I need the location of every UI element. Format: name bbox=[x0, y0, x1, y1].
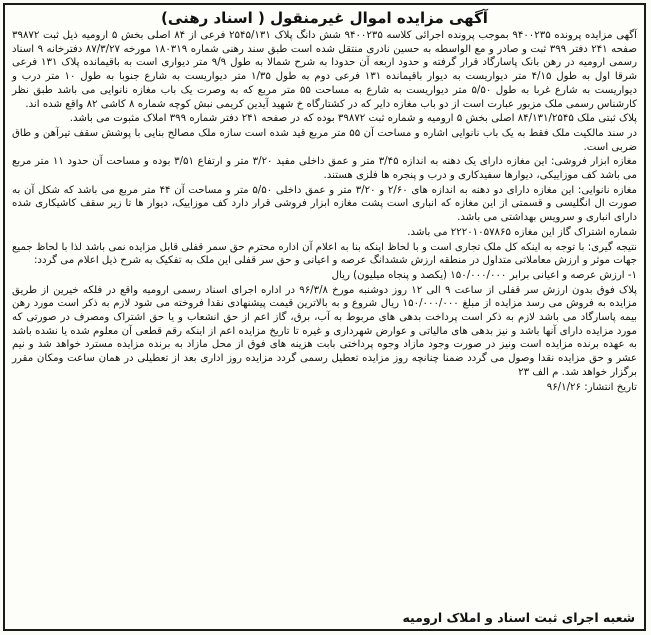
notice-paragraph-conclusion: نتیجه گیری: با توجه به اینکه کل ملک تجاری است و با لحاظ اینکه بنا به اعلام آن اداره محترم حق سمر قفلی قابل مزایده نمی باشد لذا با لحاظ جمیع جهات موثر و ارزش معاملاتی متداول در منطقه ارزش ششدانگ عرصه و اعیانی و حق سر قفلی این ملک به تفکیک به شرح ذیل اعلام می گردد: bbox=[12, 241, 637, 267]
notice-paragraph-deed: در سند مالکیت ملک فقط به یک باب نانوایی اشاره و مساحت آن ۵۵ متر مربع قید شده است سازه ملک مصالح بنایی با پوشش سقف تیرآهن و طاق ضربی است. bbox=[12, 127, 637, 153]
notice-paragraph-gas: شماره اشتراک گاز این مغازه ۲۲۲۰۱۰۵۷۸۶۵ می باشد. bbox=[407, 226, 637, 238]
notice-paragraph-bakery: مغازه نانوایی: این مغازه دارای دو دهنه به اندازه های ۲/۶۰ و ۳/۲۰ متر و عمق داخلی ۵/۵۰ متر و مساحت آن ۴۴ متر مربع می باشد که شکل آن به صورت ال انگلیسی و قسمتی از این مغازه که انباری است پشت مغازه ابزار فروشی قرار دارد کف موزاییک، دیوار ها تا زیر سقف کاشیکاری شده دارای انباری و سرویس بهداشتی می باشد. bbox=[12, 184, 637, 224]
notice-paragraph-tool-shop: مغازه ابزار فروشی: این مغازه دارای یک دهنه به اندازه ۳/۴۵ متر و عمق داخلی مفید ۳/۲۰ متر و ارتفاع ۳/۵۱ بوده و مساحت آن حدود ۱۱ متر مربع می باشد کف موزاییکی، دیوارها سفیدکاری و درب و پنجره ها فلزی هستند. bbox=[12, 156, 637, 182]
notice-title: آگهی مزایده اموال غیرمنقول ( اسناد رهنی) bbox=[161, 9, 488, 27]
notice-paragraph-intro: آگهی مزایده پرونده ۹۴۰۰۲۳۵ بموجب پرونده اجرائی کلاسه ۹۴۰۰۲۳۵ شش دانگ پلاک ۲۵۴۵/۱۳۱ فرعی از ۸۴ اصلی بخش ۵ ارومیه ذیل ثبت ۳۹۸۷۲ صفحه ۲۴۱ دفتر ۳۹۹ ثبت و صادر و مع الواسطه به حسین نادری منتقل شده است طبق سند رهنی شماره ۱۸۰۳۱۹ مورخه ۸۷/۳/۲۷ دفترخانه ۹ اسناد رسمی ارومیه در رهن بانک پاسارگاد قرار گرفته و حدود اربعه آن حدودا به شرح شمالا به طول ۹/۹ متر دیواری است به باقیمانده پلاک ۱۳۱ فرعی شرقا اول به طول ۴/۱۵ متر دیواریست به دیوار باقیمانده ۱۳۱ فرعی دوم به طول ۱/۳۵ متر دیواریست به شارع جنوبا به طول ۱۰ متر درب و دیواریست به شارع غربا به طول ۵/۵۰ متر دیواریست به شارع به مساحت ۵۵ متر مربع که به وصرت یک باب مغازه نانوایی می باشد طبق نظر کارشناس رسمی ملک مزبور عبارت است از دو باب مغازه دایر که در کشتارگاه خ شهید آیدین کریمی نبش کوچه شماره ۸ کاشی ۸۲ واقع شده اند. bbox=[12, 30, 637, 110]
notice-paragraph-valuation: ۱- ارزش عرصه و اعیانی برابر ۱۵۰/۰۰۰/۰۰۰ (یکصد و پنجاه میلیون) ریال bbox=[331, 269, 637, 281]
notice-paragraph-registry: پلاک ثبتی ملک ۸۴/۱۳۱/۲۵۴۵ اصلی بخش ۵ ارومیه و شماره ثبت ۳۹۸۷۲ بوده که در صفحه ۲۴۱ دفتر شماره ۳۹۹ املاک مثبوت می باشد. bbox=[69, 113, 637, 125]
notice-body bbox=[5, 27, 644, 394]
notice-paragraph-auction-terms: پلاک فوق بدون ارزش سر قفلی از ساعت ۹ الی ۱۲ روز دوشنبه مورخ ۹۶/۳/۸ در اداره اجرای اسناد رسمی ارومیه واقع در فلکه خیرین از طریق مزایده به فروش می رسد مزایده از مبلغ ۱۵۰/۰۰۰/۰۰۰ ریال شروع و به بالاترین قیمت پیشنهادی نقدا فروخته می شود لازم به ذکر است مورد رهن بیمه پاسارگاد می باشد لازم به ذکر است پرداخت بدهی های مربوط به آب، برق، گاز اعم از حق انشعاب و یا حق اشتراک ومصرف در صورتی که مورد مزایده دارای آنها باشد و نیز بدهی های مالیاتی و عوارض شهرداری و غیره تا تاریخ مزایده اعم از اینکه رقم قطعی آن معلوم شده یا نشده باشد به عهده برنده مزایده است ونیز در صورت وجود مازاد وجوه پرداختی بابت هزینه های فوق از محل مازاد به برنده مزایده مسترد خواهد شد و نیم عشر و حق مزایده نقدا وصول می گردد ضمنا چنانچه روز مزایده تعطیل رسمی گردد مزایده روز اداری بعد از تعطیلی در همان ساعت ومکان مقرر برگزار خواهد شد. م الف ۲۳ bbox=[12, 284, 637, 378]
notice-footer-signature: شعبه اجرای ثبت اسناد و املاک ارومیه bbox=[402, 610, 635, 625]
notice-publish-date: تاریخ انتشار: ۹۶/۱/۲۶ bbox=[546, 381, 637, 393]
notice-panel bbox=[3, 3, 646, 631]
